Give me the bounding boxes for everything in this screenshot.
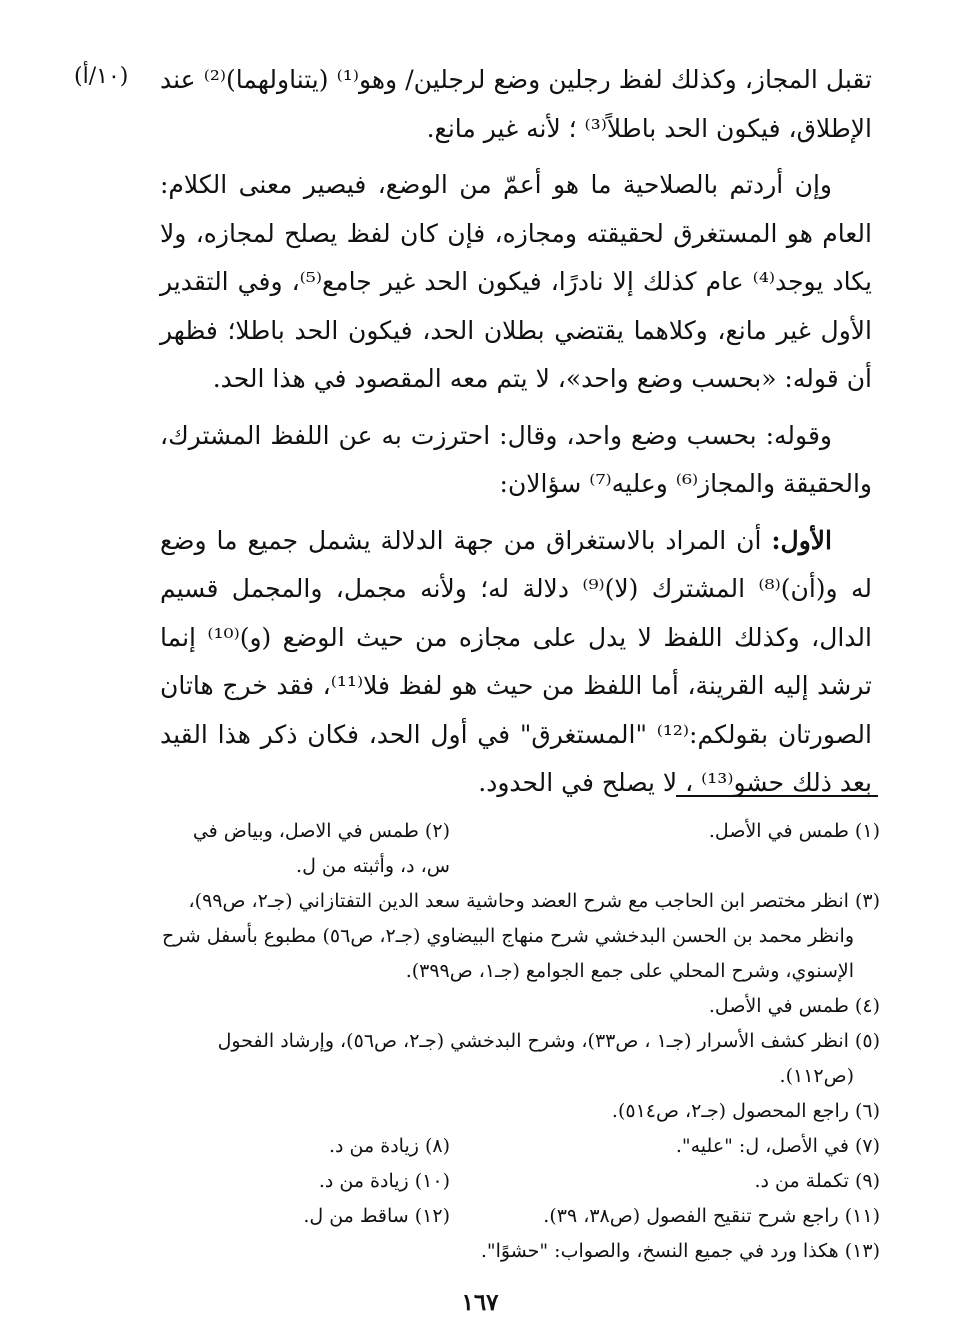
paragraph-text: أن المراد بالاستغراق من جهة الدلالة يشمل جميع ما وضع له و(أن)⁽⁸⁾ المشترك (لا)⁽⁹⁾ دلالة له؛ ولأنه مجمل، والمجمل قسيم الدال، وكذلك اللفظ لا يدل على مجازه من حيث الوضع (و)⁽¹⁰⁾ إنما ترشد إليه القرينة، أما اللفظ من حيث هو لفظ فلا⁽¹¹⁾، فقد خرج هاتان الصورتان بقولكم:⁽¹²⁾ "المستغرق" في أول الحد، فكان ذكر هذا القيد بعد ذلك حشو⁽¹³⁾ ، لا يصلح في الحدود.: [160, 525, 872, 797]
footnote-6: (٦) راجع المحصول (جـ٢، ص٥١٤).: [611, 1100, 880, 1122]
footnote-row: [160, 1199, 880, 1234]
footnote-11: (١١) راجع شرح تنقيح الفصول (ص٣٨، ٣٩).: [543, 1205, 880, 1227]
body-paragraph: [160, 161, 872, 404]
footnote-separator: [676, 795, 878, 797]
footnote-4: (٤) طمس في الأصل.: [708, 995, 880, 1017]
footnote-13: (١٣) هكذا ورد في جميع النسخ، والصواب: "حشوًا".: [480, 1240, 880, 1262]
paragraph-text: وقوله: بحسب وضع واحد، وقال: احترزت به عن اللفظ المشترك، والحقيقة والمجاز⁽⁶⁾ وعليه⁽⁷⁾ سؤالان:: [160, 420, 872, 498]
footnote-3: (٣) انظر مختصر ابن الحاجب مع شرح العضد وحاشية سعد الدين التفتازاني (جـ٢، ص٩٩)، وانظر محمد بن الحسن البدخشي شرح منهاج البيضاوي (جـ٢، ص٥٦) مطبوع بأسفل شرح الإسنوي، وشرح المحلي على جمع الجوامع (جـ١، ص٣٩٩).: [162, 890, 880, 982]
footnote-12: (١٢) ساقط من ل.: [303, 1205, 450, 1227]
paragraph-lead-word: الأول:: [771, 525, 832, 555]
footnote-5: (٥) انظر كشف الأسرار (جـ١ ، ص٣٣)، وشرح البدخشي (جـ٢، ص٥٦)، وإرشاد الفحول (ص١١٢).: [217, 1030, 880, 1087]
footnote-row: [160, 814, 880, 884]
footnote-1: (١) طمس في الأصل.: [708, 820, 880, 842]
folio-margin-note: (١٠/أ): [74, 64, 129, 89]
footnote-10: (١٠) زيادة من د.: [318, 1170, 450, 1192]
body-paragraph: [160, 517, 872, 808]
footnote-row: [160, 1164, 880, 1199]
footnote-row: [160, 1129, 880, 1164]
footnote-2: (٢) طمس في الاصل، وبياض في س، د، وأثبته من ل.: [192, 820, 450, 877]
footnotes: [160, 814, 880, 1269]
page-number: ١٦٧: [461, 1289, 499, 1316]
body-paragraph: [160, 56, 872, 153]
footnote-7: (٧) في الأصل، ل: "عليه".: [675, 1135, 880, 1157]
paragraph-text: وإن أردتم بالصلاحية ما هو أعمّ من الوضع، فيصير معنى الكلام: العام هو المستغرق لحقيقته ومجازه، فإن كان لفظ يصلح لمجازه، ولا يكاد يوجد⁽⁴⁾ عام كذلك إلا نادرًا، فيكون الحد غير جامع⁽⁵⁾، وفي التقدير الأول غير مانع، وكلاهما يقتضي بطلان الحد، فيكون الحد باطلا؛ فظهر أن قوله: «بحسب وضع واحد»، لا يتم معه المقصود في هذا الحد.: [160, 170, 872, 393]
body-paragraph: [160, 412, 872, 509]
main-text: [160, 56, 872, 808]
footnote-9: (٩) تكملة من د.: [754, 1170, 880, 1192]
paragraph-text: تقبل المجاز، وكذلك لفظ رجلين وضع لرجلين/ وهو⁽¹⁾ (يتناولهما)⁽²⁾ عند الإطلاق، فيكون الحد باطلاً⁽³⁾ ؛ لأنه غير مانع.: [160, 65, 872, 143]
footnote-8: (٨) زيادة من د.: [329, 1135, 450, 1157]
